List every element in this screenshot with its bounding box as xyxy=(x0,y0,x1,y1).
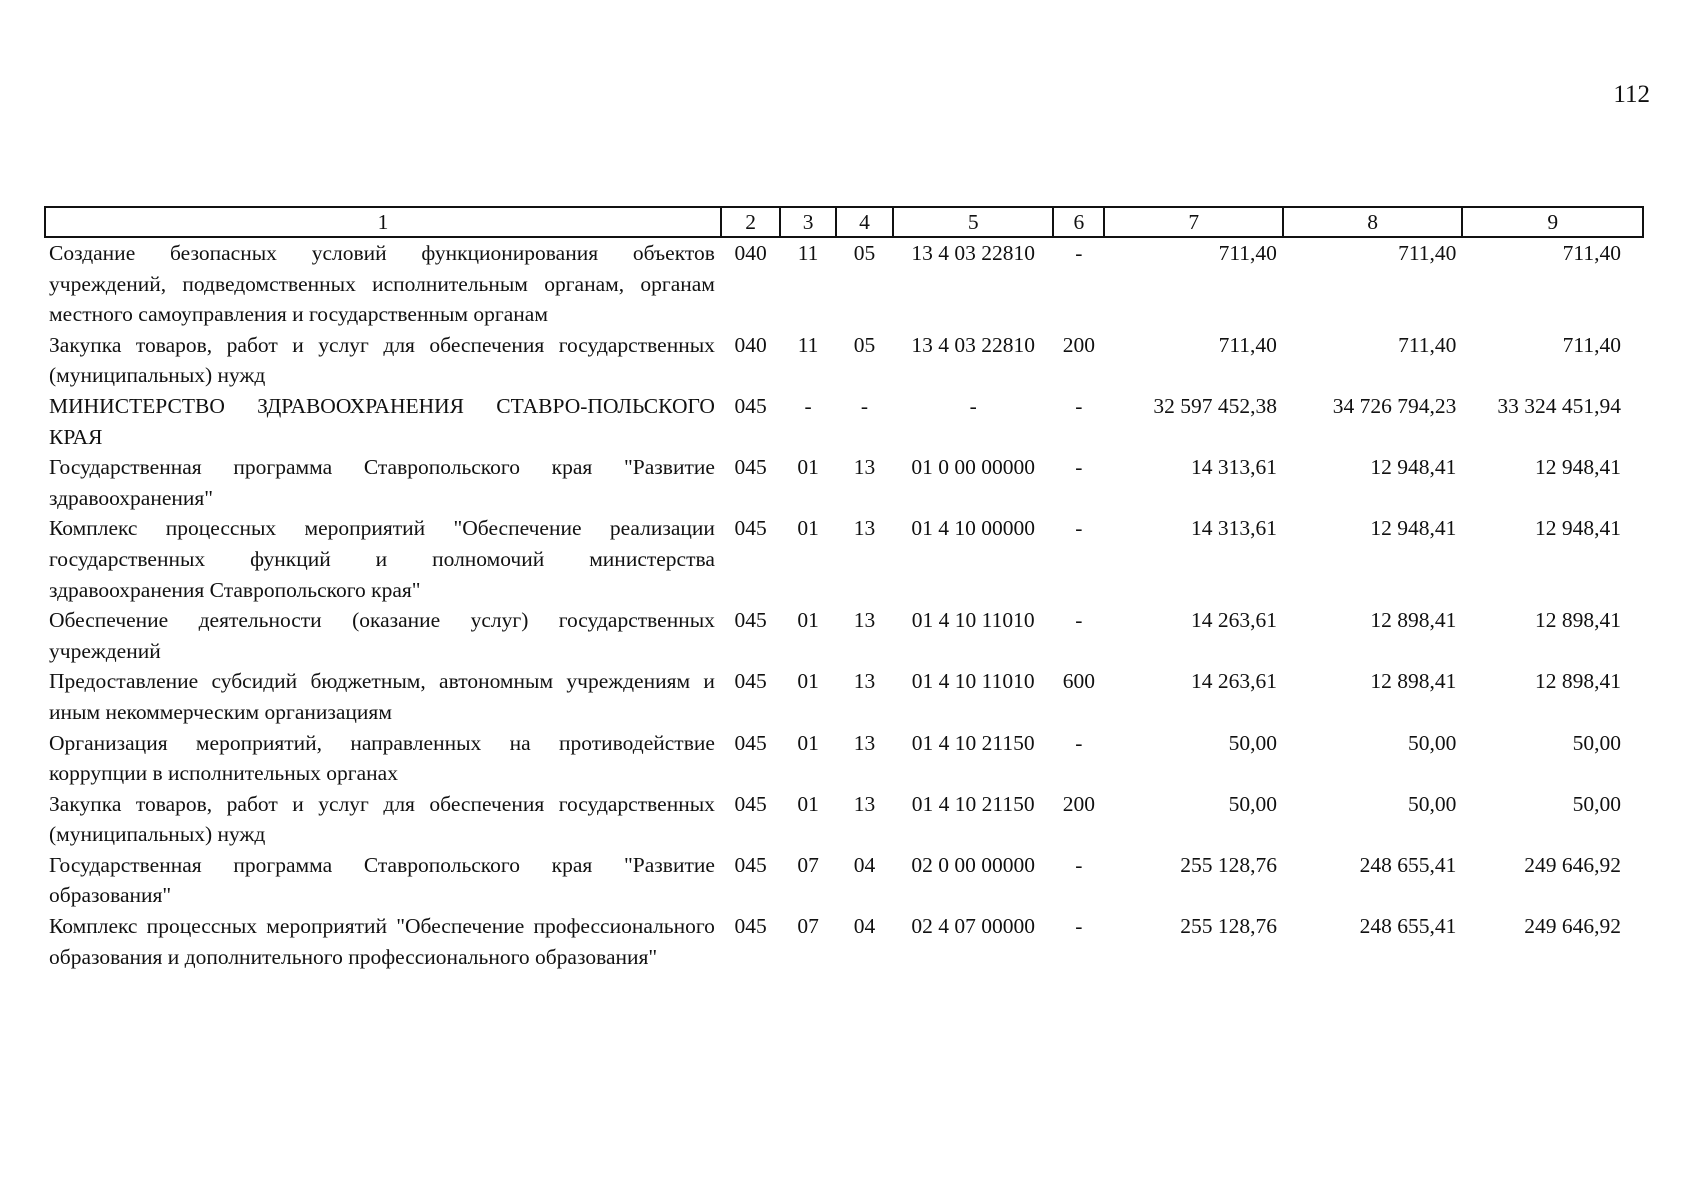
row-amount-9: 711,40 xyxy=(1562,241,1621,265)
row-ministry-code: 045 xyxy=(734,608,767,633)
row-subsection: 13 xyxy=(853,791,876,816)
row-amount-9: 33 324 451,94 xyxy=(1497,393,1621,418)
row-section: 01 xyxy=(797,730,819,755)
row-ministry-code: 045 xyxy=(734,852,767,877)
row-section: 11 xyxy=(797,241,819,265)
row-amount-9: 249 646,92 xyxy=(1524,914,1621,939)
row-target-article: 02 0 00 00000 xyxy=(911,852,1036,877)
header-col-9: 9 xyxy=(1462,207,1643,237)
row-amount-7: 14 313,61 xyxy=(1190,455,1277,480)
row-target-article: 13 4 03 22810 xyxy=(911,241,1036,265)
row-target-article: - xyxy=(969,393,977,418)
row-name: Предоставление субсидий бюджетным, автономным учреждениям и иным некоммерческим организациям xyxy=(49,669,715,724)
row-amount-7: 50,00 xyxy=(1228,730,1277,755)
row-expense-type: 600 xyxy=(1062,669,1095,694)
table-row xyxy=(45,452,1643,513)
row-amount-8: 711,40 xyxy=(1398,241,1457,265)
table-row xyxy=(45,728,1643,789)
row-expense-type: - xyxy=(1075,455,1083,480)
row-amount-7: 14 313,61 xyxy=(1190,516,1277,541)
row-amount-9: 12 898,41 xyxy=(1535,608,1621,633)
row-target-article: 01 4 10 21150 xyxy=(911,791,1035,816)
row-amount-7: 255 128,76 xyxy=(1180,852,1277,877)
page-number: 112 xyxy=(1613,81,1650,108)
row-amount-7: 255 128,76 xyxy=(1180,914,1277,939)
row-subsection: - xyxy=(860,393,869,418)
row-subsection: 13 xyxy=(853,730,876,755)
header-col-8: 8 xyxy=(1283,207,1462,237)
row-name: Закупка товаров, работ и услуг для обеспечения государственных (муниципальных) нужд xyxy=(49,332,715,388)
row-expense-type: 200 xyxy=(1062,332,1095,357)
row-expense-type: - xyxy=(1075,730,1083,755)
row-expense-type: - xyxy=(1075,914,1083,939)
row-subsection: 13 xyxy=(853,669,876,694)
table-row xyxy=(45,237,1643,330)
row-amount-8: 12 948,41 xyxy=(1370,516,1457,541)
budget-table xyxy=(44,206,1644,972)
row-section: 01 xyxy=(797,669,819,694)
row-amount-8: 12 898,41 xyxy=(1370,608,1457,633)
header-col-6: 6 xyxy=(1053,207,1104,237)
row-amount-9: 12 898,41 xyxy=(1535,669,1621,694)
row-name: Комплекс процессных мероприятий "Обеспечение профессионального образования и дополнительного профессионального образования" xyxy=(49,914,715,969)
row-section: 11 xyxy=(797,332,819,357)
row-section: 07 xyxy=(797,914,819,939)
row-ministry-code: 045 xyxy=(734,914,767,939)
row-section: 01 xyxy=(797,516,819,541)
row-subsection: 05 xyxy=(853,332,876,357)
row-amount-9: 711,40 xyxy=(1562,332,1621,357)
table-row xyxy=(45,850,1643,911)
row-amount-8: 34 726 794,23 xyxy=(1332,393,1457,418)
row-amount-7: 711,40 xyxy=(1218,241,1277,265)
row-name: МИНИСТЕРСТВО ЗДРАВООХРАНЕНИЯ СТАВРО-ПОЛЬСКОГО КРАЯ xyxy=(49,393,715,449)
row-subsection: 13 xyxy=(853,516,876,541)
header-col-3: 3 xyxy=(780,207,835,237)
header-col-4: 4 xyxy=(836,207,893,237)
row-amount-7: 14 263,61 xyxy=(1190,669,1277,694)
header-col-2: 2 xyxy=(721,207,780,237)
row-ministry-code: 045 xyxy=(734,455,767,480)
row-ministry-code: 040 xyxy=(734,332,767,357)
table-row xyxy=(45,789,1643,850)
row-ministry-code: 045 xyxy=(734,730,767,755)
row-target-article: 13 4 03 22810 xyxy=(911,332,1036,357)
header-col-7: 7 xyxy=(1104,207,1282,237)
row-expense-type: 200 xyxy=(1062,791,1095,816)
row-target-article: 01 4 10 00000 xyxy=(911,516,1036,541)
row-target-article: 01 4 10 11010 xyxy=(911,669,1035,694)
row-target-article: 02 4 07 00000 xyxy=(911,914,1036,939)
row-section: 01 xyxy=(797,791,819,816)
header-col-1: 1 xyxy=(45,207,721,237)
row-amount-7: 711,40 xyxy=(1218,332,1277,357)
row-amount-8: 50,00 xyxy=(1408,791,1457,816)
table-row xyxy=(45,911,1643,972)
table-row xyxy=(45,330,1643,391)
row-section: 01 xyxy=(797,608,819,633)
row-ministry-code: 045 xyxy=(734,791,767,816)
row-subsection: 13 xyxy=(853,608,876,633)
table-row xyxy=(45,391,1643,452)
row-name: Государственная программа Ставропольского края "Развитие образования" xyxy=(49,852,715,908)
row-amount-9: 50,00 xyxy=(1572,791,1621,816)
row-target-article: 01 4 10 21150 xyxy=(911,730,1035,755)
table-row xyxy=(45,605,1643,666)
row-ministry-code: 045 xyxy=(734,516,767,541)
row-name: Комплекс процессных мероприятий "Обеспечение реализации государственных функций и полномочий министерства здравоохранения Ставропольского края" xyxy=(49,516,715,602)
row-amount-7: 14 263,61 xyxy=(1190,608,1277,633)
row-expense-type: - xyxy=(1075,608,1083,633)
row-amount-9: 50,00 xyxy=(1572,730,1621,755)
row-subsection: 04 xyxy=(853,914,876,939)
table-row xyxy=(45,666,1643,727)
row-ministry-code: 045 xyxy=(734,669,767,694)
row-name: Создание безопасных условий функционирования объектов учреждений, подведомственных исполнительным органам, органам местного самоуправления и государственным органам xyxy=(49,241,715,327)
row-amount-9: 249 646,92 xyxy=(1524,852,1621,877)
row-name: Государственная программа Ставропольского края "Развитие здравоохранения" xyxy=(49,455,715,510)
row-amount-9: 12 948,41 xyxy=(1535,455,1621,480)
table-header xyxy=(45,207,1643,237)
row-expense-type: - xyxy=(1075,516,1083,541)
row-ministry-code: 040 xyxy=(734,241,767,265)
row-section: - xyxy=(804,393,812,418)
row-target-article: 01 4 10 11010 xyxy=(911,608,1035,633)
table-body xyxy=(45,237,1643,972)
row-expense-type: - xyxy=(1075,393,1083,418)
row-target-article: 01 0 00 00000 xyxy=(911,455,1036,480)
row-ministry-code: 045 xyxy=(734,393,767,418)
row-section: 01 xyxy=(797,455,819,480)
table-row xyxy=(45,513,1643,605)
row-name: Обеспечение деятельности (оказание услуг) государственных учреждений xyxy=(49,608,715,663)
row-expense-type: - xyxy=(1075,241,1083,265)
row-subsection: 05 xyxy=(853,241,876,265)
row-amount-9: 12 948,41 xyxy=(1535,516,1621,541)
row-amount-8: 248 655,41 xyxy=(1359,852,1457,877)
row-amount-7: 50,00 xyxy=(1228,791,1277,816)
row-amount-7: 32 597 452,38 xyxy=(1153,393,1277,418)
row-amount-8: 248 655,41 xyxy=(1359,914,1457,939)
row-subsection: 04 xyxy=(853,852,876,877)
row-amount-8: 50,00 xyxy=(1408,730,1457,755)
row-section: 07 xyxy=(797,852,819,877)
row-amount-8: 12 948,41 xyxy=(1370,455,1457,480)
row-subsection: 13 xyxy=(853,455,876,480)
header-row xyxy=(45,207,1643,237)
header-col-5: 5 xyxy=(893,207,1053,237)
row-amount-8: 711,40 xyxy=(1398,332,1457,357)
row-name: Закупка товаров, работ и услуг для обеспечения государственных (муниципальных) нужд xyxy=(49,791,715,847)
row-amount-8: 12 898,41 xyxy=(1370,669,1457,694)
row-name: Организация мероприятий, направленных на противодействие коррупции в исполнительных органах xyxy=(49,730,715,786)
row-expense-type: - xyxy=(1075,852,1083,877)
